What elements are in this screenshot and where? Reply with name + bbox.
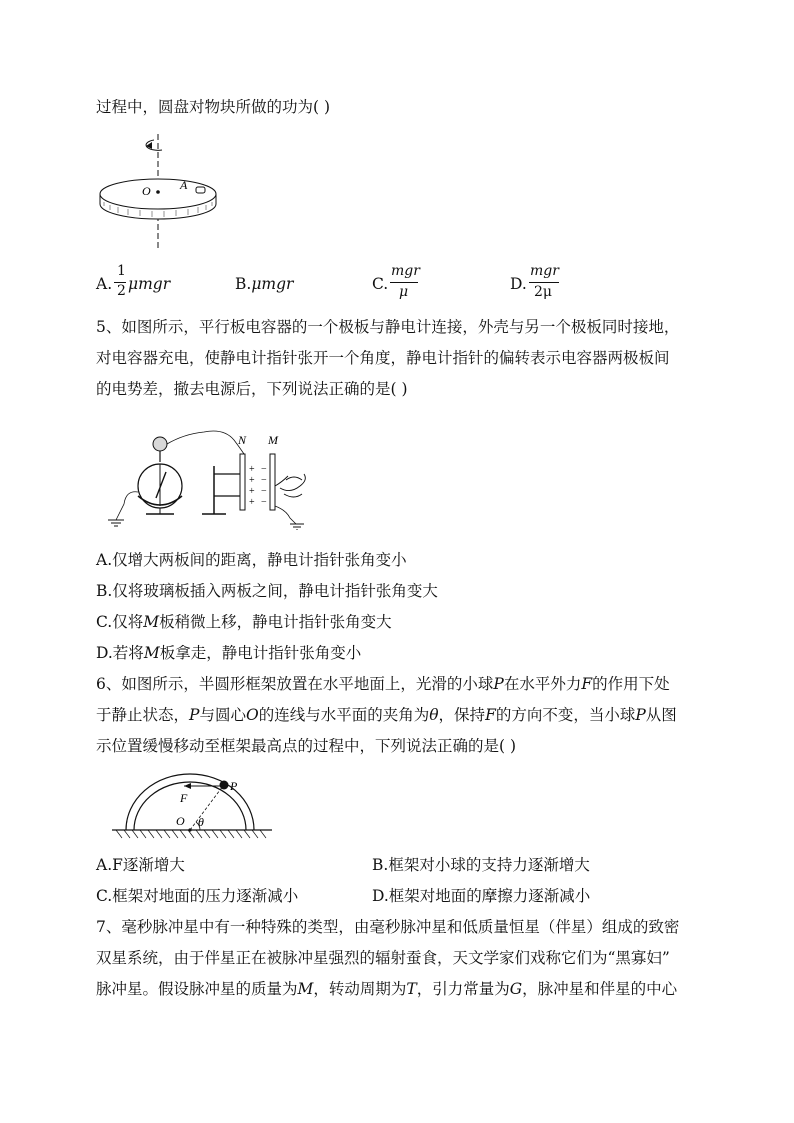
q4-stem-tail: 过程中，圆盘对物块所做的功为( ) [96, 98, 331, 116]
q5-plate-n-label: N [238, 433, 247, 447]
q6-line-3: 示位置缓慢移动至框架最高点的过程中，下列说法正确的是( ) [96, 737, 517, 755]
q4-option-d-num: mgr [530, 263, 559, 279]
q4-option-a[interactable]: A. [96, 275, 113, 293]
q5-minus-charges-4: − [261, 497, 267, 508]
q4-option-a-expr: μmgr [128, 275, 171, 293]
q6-line-2: 于静止状态，P与圆心O的连线与水平面的夹角为θ，保持F的方向不变，当小球P从图 [96, 706, 677, 724]
q5-minus-charges-2: − [261, 475, 267, 486]
q5-minus-charges: − [261, 464, 267, 475]
q5-line-3: 的电势差，撤去电源后，下列说法正确的是( ) [96, 380, 408, 398]
q6-option-a[interactable]: A.F逐渐增大 [96, 856, 185, 874]
q6-force-label: F [180, 791, 188, 805]
q5-line-2: 对电容器充电，使静电计指针张开一个角度，静电计指针的偏转表示电容器两极板间 [96, 349, 670, 367]
q5-line-1: 5、如图所示，平行板电容器的一个极板与静电计连接，外壳与另一个极板同时接地， [96, 318, 680, 336]
q6-option-d[interactable]: D.框架对地面的摩擦力逐渐减小 [372, 887, 591, 905]
q5-plus-charges-2: + [249, 475, 255, 486]
q6-line-1: 6、如图所示，半圆形框架放置在水平地面上，光滑的小球P在水平外力F的作用下处 [96, 675, 670, 693]
q4-point-label: A [180, 178, 188, 192]
q6-option-b[interactable]: B.框架对小球的支持力逐渐增大 [372, 856, 590, 874]
q4-option-c-bar [390, 282, 418, 283]
q5-option-a[interactable]: A.仅增大两板间的距离，静电计指针张角变小 [96, 551, 407, 569]
q4-option-a-den: 2 [117, 283, 126, 299]
q5-option-b[interactable]: B.仅将玻璃板插入两板之间，静电计指针张角变大 [96, 582, 438, 600]
q5-plus-charges: + [249, 464, 255, 475]
q6-center-label: O [176, 814, 185, 828]
q4-option-c[interactable]: C. [372, 275, 389, 293]
q5-plate-m-label: M [268, 433, 278, 447]
q4-disc-figure [96, 132, 226, 252]
q4-option-c-num: mgr [391, 263, 420, 279]
q5-option-d[interactable]: D.若将M板拿走，静电计指针张角变小 [96, 644, 362, 662]
q7-line-1: 7、毫秒脉冲星中有一种特殊的类型，由毫秒脉冲星和低质量恒星（伴星）组成的致密 [96, 918, 680, 936]
q4-option-a-num: 1 [117, 263, 126, 279]
q4-option-d-bar [529, 282, 559, 283]
q6-semicircle-figure [110, 768, 274, 842]
q4-block [196, 187, 205, 193]
q5-plus-charges-4: + [249, 497, 255, 508]
q4-option-b[interactable]: B.μmgr [235, 275, 294, 293]
q4-option-c-den: μ [399, 284, 409, 300]
q6-angle-label: θ [198, 815, 204, 829]
q5-electrometer-figure [104, 414, 324, 530]
q5-option-c[interactable]: C.仅将M板稍微上移，静电计指针张角变大 [96, 613, 392, 631]
q5-minus-charges-3: − [261, 486, 267, 497]
q4-option-d[interactable]: D. [510, 275, 527, 293]
q7-line-3: 脉冲星。假设脉冲星的质量为M，转动周期为T，引力常量为G，脉冲星和伴星的中心 [96, 980, 678, 998]
q6-ball-label: P [230, 779, 238, 793]
q4-option-d-den: 2μ [534, 284, 553, 300]
q7-line-2: 双星系统，由于伴星正在被脉冲星强烈的辐射蚕食，天文学家们戏称它们为“黑寡妇” [96, 949, 670, 967]
q4-axis-label: O [142, 184, 151, 198]
q6-option-c[interactable]: C.框架对地面的压力逐渐减小 [96, 887, 299, 905]
q5-plus-charges-3: + [249, 486, 255, 497]
